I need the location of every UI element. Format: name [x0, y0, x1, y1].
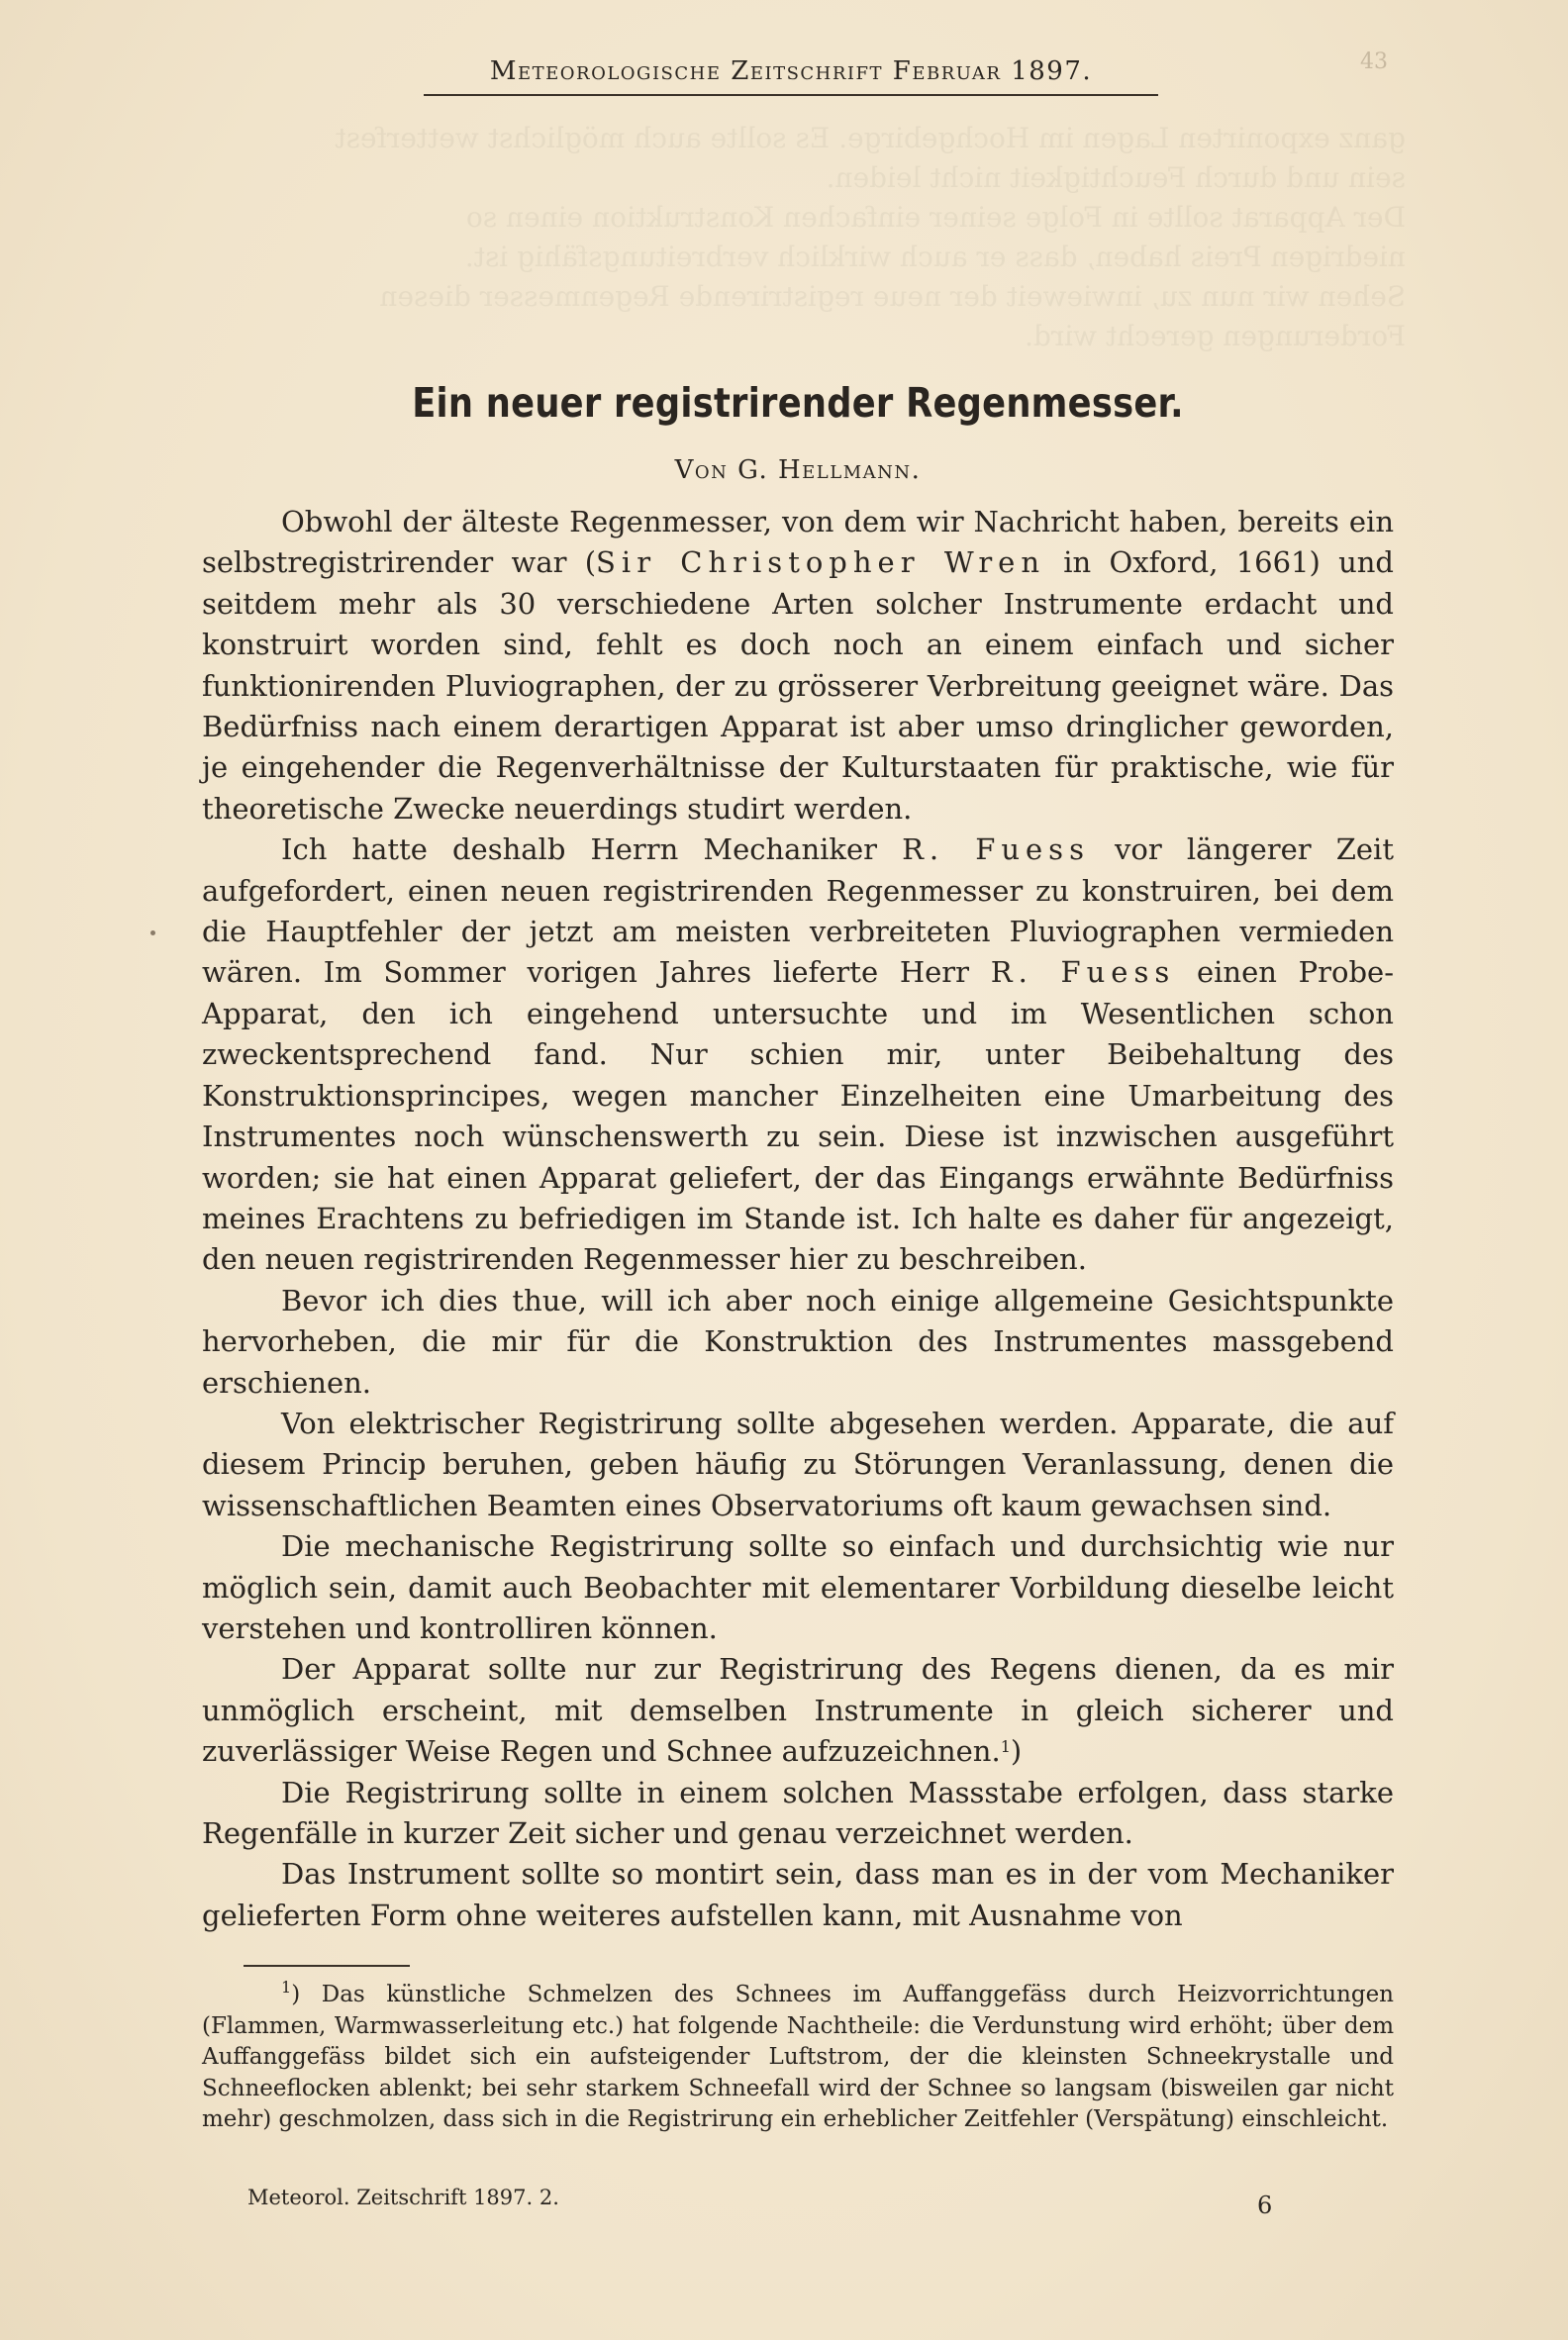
- running-head: Meteorologische Zeitschrift Februar 1897.: [489, 56, 1093, 86]
- paragraph-8: Das Instrument sollte so montirt sein, dass man es in der vom Mechaniker gelieferten Form ohne weiteres aufstellen kann, mit Ausnahme von: [202, 1857, 1394, 1932]
- header-rule: [424, 94, 1158, 96]
- paragraph-7: Die Registrirung sollte in einem solchen Massstabe erfolgen, dass starke Regenfälle in kurzer Zeit sicher und genau verzeichnet werden.: [202, 1775, 1394, 1850]
- spaced-name: Sir Christopher Wren: [596, 545, 1046, 580]
- article-byline: Von G. Hellmann.: [674, 455, 922, 485]
- article-body: [202, 502, 1394, 1936]
- page-number: 6: [1257, 2192, 1273, 2219]
- footnote-marker: 1: [281, 1978, 292, 1997]
- spaced-name: R. Fuess: [902, 832, 1090, 867]
- paragraph-2: Ich hatte deshalb Herrn Mechaniker R. Fuess vor längerer Zeit aufgefordert, einen neuen registrirenden Regenmesser zu konstruiren, bei dem die Hauptfehler der jetzt am meisten verbreiteten Pluviographen vermieden wären. Im Sommer vorigen Jahres lieferte Herr R. Fuess einen Probe-Apparat, den ich eingehend untersuchte und im Wesentlichen schon zweckentsprechend fand. Nur schien mir, unter Beibehaltung des Konstruktionsprincipes, wegen mancher Einzelheiten eine Umarbeitung des Instrumentes noch wünschenswerth zu sein. Diese ist inzwischen ausgeführt worden; sie hat einen Apparat geliefert, der das Eingangs erwähnte Bedürfniss meines Erachtens zu befriedigen im Stande ist. Ich halte es daher für angezeigt, den neuen registrirenden Regenmesser hier zu beschreiben.: [202, 832, 1395, 1277]
- footnote: $^1$) Das künstliche Schmelzen des Schnees im Auffanggefäss durch Heizvorrichtungen (Flammen, Warmwasserleitung etc.) hat folgende Nachtheile: die Verdunstung wird erhöht; über dem Auffanggefäss bildet sich ein aufsteigender Luftstrom, der die kleinsten Schneekrystalle und Schneeflocken ablenkt; bei sehr starkem Schneefall wird der Schnee so langsam (bisweilen gar nicht mehr) geschmolzen, dass sich in die Registrirung ein erheblicher Zeitfehler (Verspätung) einschleicht.: [202, 1978, 1394, 2132]
- paragraph-4: Von elektrischer Registrirung sollte abgesehen werden. Apparate, die auf diesem Princip beruhen, geben häufig zu Störungen Veranlassung, denen die wissenschaftlichen Beamten eines Observatoriums oft kaum gewachsen sind.: [202, 1406, 1394, 1522]
- margin-dot: [150, 930, 155, 935]
- show-through-text: ganz exponirten Lagen im Hochgebirge. Es sollte auch möglichst wetterfest sein und durch Feuchtigkeit nicht leiden. Der Apparat sollte in Folge seiner einfachen Konstruktion einen so niedrigen Preis haben, dass er auch wirklich verbreitungsfähig ist. Sehen wir nun zu, inwieweit der neue registrirende Regenmesser diesen Forderungen gerecht wird.: [335, 122, 1406, 352]
- article-title: Ein neuer registrirender Regenmesser.: [412, 379, 1184, 427]
- signature-line: Meteorol. Zeitschrift 1897. 2.: [247, 2186, 559, 2209]
- paragraph-3: Bevor ich dies thue, will ich aber noch einige allgemeine Gesichtspunkte hervorheben, die mir für die Konstruktion des Instrumentes massgebend erschienen.: [202, 1283, 1394, 1400]
- paragraph-6: Der Apparat sollte nur zur Registrirung des Regens dienen, da es mir unmöglich erscheint, mit demselben Instrumente in gleich sicherer und zuverlässiger Weise Regen und Schnee aufzuzeichnen.$^1$): [202, 1652, 1394, 1769]
- footnote-reference: 1: [1000, 1737, 1011, 1757]
- paragraph-5: Die mechanische Registrirung sollte so einfach und durchsichtig wie nur möglich sein, damit auch Beobachter mit elementarer Vorbildung dieselbe leicht verstehen und kontrolliren können.: [202, 1529, 1394, 1645]
- corner-page-number: 43: [1360, 49, 1388, 74]
- footnote-rule: [244, 1965, 410, 1967]
- spaced-name: R. Fuess: [990, 955, 1176, 990]
- paragraph-1: Obwohl der älteste Regenmesser, von dem wir Nachricht haben, bereits ein selbstregistrirender war (Sir Christopher Wren in Oxford, 1661) und seitdem mehr als 30 verschiedene Arten solcher Instrumente erdacht und konstruirt worden sind, fehlt es doch noch an einem einfach und sicher funktionirenden Pluviographen, der zu grösserer Verbreitung geeignet wäre. Das Bedürfniss nach einem derartigen Apparat ist aber umso dringlicher geworden, je eingehender die Regenverhältnisse der Kulturstaaten für praktische, wie für theoretische Zwecke neuerdings studirt werden.: [202, 505, 1394, 826]
